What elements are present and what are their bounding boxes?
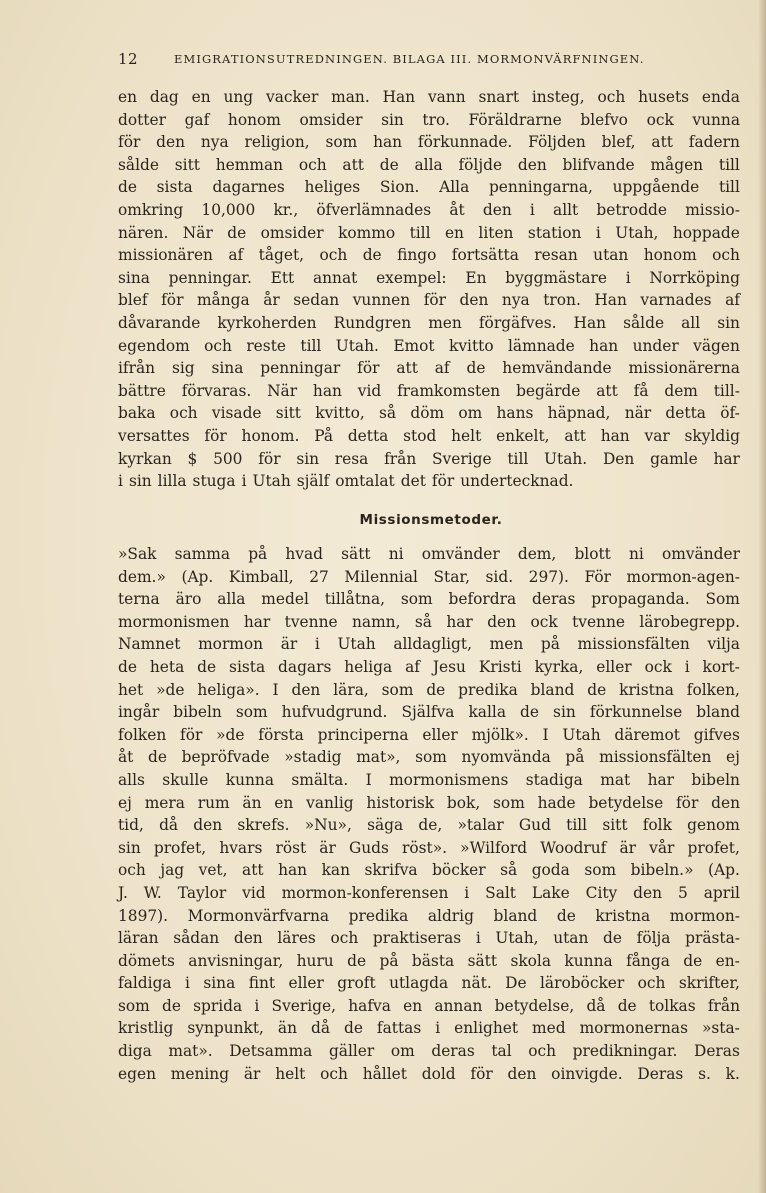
text-line: baka och visade sitt kvitto, så döm om hans häpnad, när detta öf- [118, 404, 740, 423]
text-line: terna äro alla medel tillåtna, som befordra deras propaganda. Som [118, 590, 740, 609]
text-line: dömets anvisningar, huru de på bästa sätt skola kunna fånga de en- [118, 951, 740, 970]
text-line: sin profet, hvars röst är Guds röst». »Wilford Woodruf är vår profet, [118, 838, 740, 857]
text-line: bättre förvaras. När han vid framkomsten begärde att få dem till- [118, 381, 740, 400]
text-line: tid, då den skrefs. »Nu», säga de, »talar Gud till sitt folk genom [118, 816, 740, 835]
section-heading-text: Missionsmetoder. [359, 512, 503, 528]
text-line: egen mening är helt och hållet dold för den oinvigde. Deras s. k. [118, 1064, 740, 1083]
text-line: mormonismen har tvenne namn, så har den ock tvenne lärobegrepp. [118, 612, 740, 631]
text-line: omkring 10,000 kr., öfverlämnades åt den i allt betrodde missio- [118, 200, 740, 219]
running-head: EMIGRATIONSUTREDNINGEN. BILAGA III. MORMONVÄRFNINGEN. [174, 52, 645, 66]
text-line: de sista dagarnes heliges Sion. Alla penningarna, uppgående till [118, 178, 740, 197]
text-line: sålde sitt hemman och att de alla följde den blifvande mågen till [118, 155, 740, 174]
text-line: som de sprida i Sverige, hafva en annan betydelse, då de tolkas från [118, 996, 740, 1015]
text-line: läran sådan den läres och praktiseras i Utah, utan de följa prästa- [118, 929, 740, 948]
text-line: en dag en ung vacker man. Han vann snart insteg, och husets enda [118, 88, 740, 106]
text-line: het »de heliga». I den lära, som de predika bland de kristna folken, [118, 680, 740, 699]
text-line: nären. När de omsider kommo till en liten station i Utah, hoppade [118, 223, 740, 242]
text-line: de heta de sista dagars heliga af Jesu Kristi kyrka, eller ock i kort- [118, 657, 740, 676]
text-line: i sin lilla stuga i Utah själf omtalat det för undertecknad. [118, 472, 574, 491]
text-line: sina penningar. Ett annat exempel: En byggmästare i Norrköping [118, 268, 740, 287]
text-line: diga mat». Detsamma gäller om deras tal och predikningar. Deras [118, 1042, 740, 1061]
text-line: J. W. Taylor vid mormon-konferensen i Salt Lake City den 5 april [118, 883, 740, 902]
text-line: för den nya religion, som han förkunnade. Följden blef, att fadern [118, 133, 740, 152]
text-line: dem.» (Ap. Kimball, 27 Milennial Star, sid. 297). För mormon-agen- [118, 567, 740, 586]
paragraph-1 [118, 86, 740, 493]
text-line: dåvarande kyrkoherden Rundgren men förgäfves. Han sålde all sin [118, 313, 740, 332]
page-edge-shadow [758, 0, 766, 1193]
text-line: och jag vet, att han kan skrifva böcker så goda som bibeln.» (Ap. [118, 861, 740, 880]
text-line: blef för många år sedan vunnen för den nya tron. Han varnades af [118, 291, 740, 310]
text-line: ifrån sig sina penningar för att af de hemvändande missionärerna [118, 359, 740, 378]
text-line: alls skulle kunna smälta. I mormonismens stadiga mat har bibeln [118, 770, 740, 789]
text-line: egendom och reste till Utah. Emot kvitto lämnade han under vägen [118, 336, 740, 355]
text-line: missionären af tåget, och de fingo fortsätta resan utan honom och [118, 246, 740, 265]
text-line: dotter gaf honom omsider sin tro. Föräldrarne blefvo ock vunna [118, 110, 740, 129]
text-line: 1897). Mormonvärfvarna predika aldrig bland de kristna mormon- [118, 906, 740, 925]
paragraph-2 [118, 543, 740, 1085]
text-line: folken för »de första principerna eller mjölk». I Utah däremot gifves [118, 725, 740, 744]
text-line: Namnet mormon är i Utah alldagligt, men på missionsfälten vilja [118, 635, 740, 654]
text-line: kristlig synpunkt, än då de fattas i enlighet med mormonernas »sta- [118, 1019, 740, 1038]
page-header [118, 50, 698, 72]
text-line: versattes för honom. På detta stod helt enkelt, att han var skyldig [118, 426, 740, 445]
section-heading [0, 512, 766, 528]
text-line: faldiga i sina fint eller groft utlagda nät. De läroböcker och skrifter, [118, 974, 740, 993]
text-line: åt de bepröfvade »stadig mat», som nyomvända på missionsfälten ej [118, 748, 740, 767]
text-line: kyrkan $ 500 för sin resa från Sverige till Utah. Den gamle har [118, 449, 740, 468]
text-line: ingår bibeln som hufvudgrund. Själfva kalla de sin förkunnelse bland [118, 703, 740, 722]
page-number: 12 [118, 50, 139, 68]
text-line: »Sak samma på hvad sätt ni omvänder dem, blott ni omvänder [118, 545, 740, 563]
text-line: ej mera rum än en vanlig historisk bok, som hade betydelse för den [118, 793, 740, 812]
